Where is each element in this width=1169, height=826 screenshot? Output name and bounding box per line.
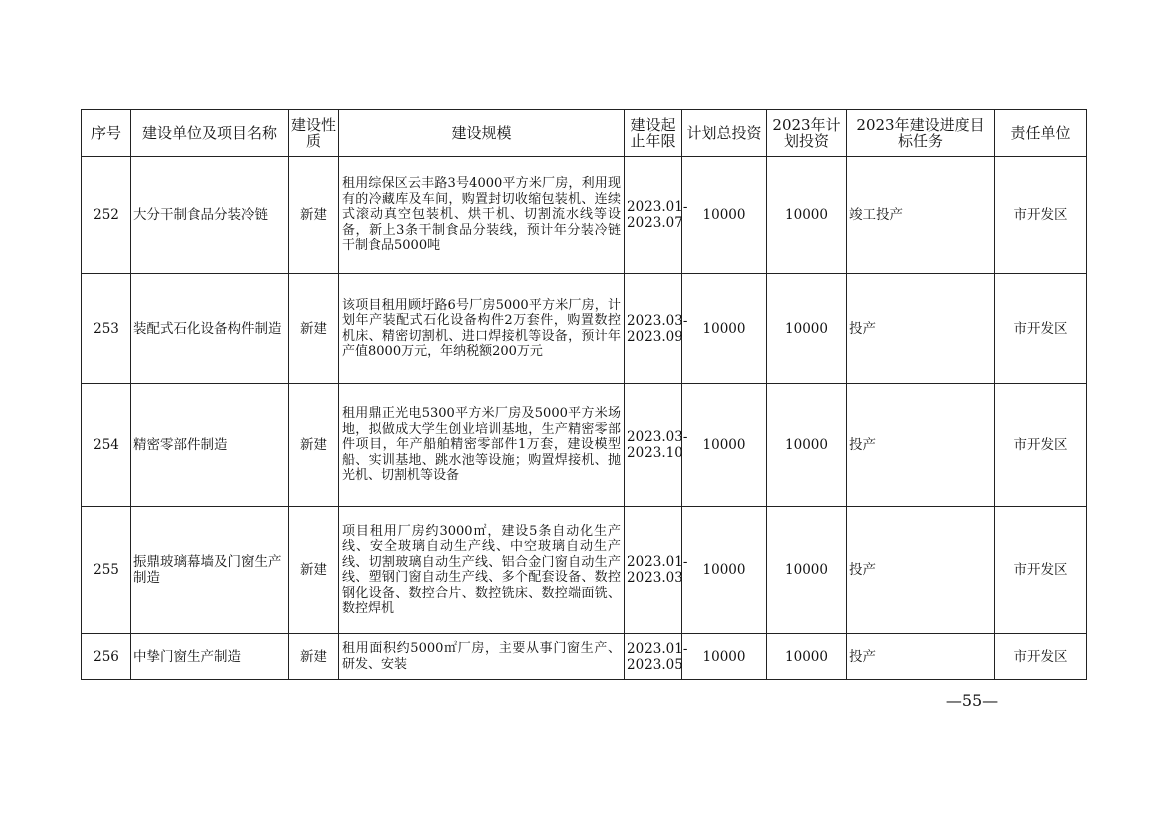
cell-nature: 新建 xyxy=(289,274,339,384)
header-period: 建设起止年限 xyxy=(625,110,682,157)
cell-name: 中挚门窗生产制造 xyxy=(131,634,289,680)
table-row xyxy=(82,507,1087,634)
cell-seq: 254 xyxy=(82,384,131,507)
cell-plan: 10000 xyxy=(767,157,847,274)
cell-unit: 市开发区 xyxy=(995,507,1087,634)
cell-period: 2023.03-2023.09 xyxy=(625,274,682,384)
cell-seq: 252 xyxy=(82,157,131,274)
table-row xyxy=(82,157,1087,274)
cell-scale: 租用面积约5000㎡厂房，主要从事门窗生产、研发、安装 xyxy=(339,634,625,680)
table-header-row xyxy=(82,110,1087,157)
cell-name: 精密零部件制造 xyxy=(131,384,289,507)
cell-target: 投产 xyxy=(847,384,995,507)
cell-name: 大分干制食品分装冷链 xyxy=(131,157,289,274)
cell-unit: 市开发区 xyxy=(995,384,1087,507)
header-unit-name: 建设单位及项目名称 xyxy=(131,110,289,157)
cell-period: 2023.01-2023.03 xyxy=(625,507,682,634)
cell-scale: 租用综保区云丰路3号4000平方米厂房，利用现有的冷藏库及车间，购置封切收缩包装机、连续式滚动真空包装机、烘干机、切割流水线等设备，新上3条干制食品分装线，预计年分装冷链干制食品5000吨 xyxy=(339,157,625,274)
cell-plan: 10000 xyxy=(767,634,847,680)
cell-seq: 256 xyxy=(82,634,131,680)
cell-unit: 市开发区 xyxy=(995,634,1087,680)
cell-nature: 新建 xyxy=(289,157,339,274)
cell-total: 10000 xyxy=(682,274,767,384)
cell-total: 10000 xyxy=(682,634,767,680)
header-plan-2023: 2023年计划投资 xyxy=(767,110,847,157)
cell-nature: 新建 xyxy=(289,507,339,634)
cell-nature: 新建 xyxy=(289,384,339,507)
cell-scale: 该项目租用顾圩路6号厂房5000平方米厂房，计划年产装配式石化设备构件2万套件，购置数控机床、精密切割机、进口焊接机等设备，预计年产值8000万元，年纳税额200万元 xyxy=(339,274,625,384)
header-scale: 建设规模 xyxy=(339,110,625,157)
cell-target: 投产 xyxy=(847,507,995,634)
cell-period: 2023.01-2023.05 xyxy=(625,634,682,680)
cell-unit: 市开发区 xyxy=(995,157,1087,274)
cell-seq: 255 xyxy=(82,507,131,634)
header-total-invest: 计划总投资 xyxy=(682,110,767,157)
project-table-sheet xyxy=(81,109,1086,680)
cell-name: 振鼎玻璃幕墙及门窗生产制造 xyxy=(131,507,289,634)
cell-nature: 新建 xyxy=(289,634,339,680)
page-number: —55— xyxy=(945,691,999,710)
cell-total: 10000 xyxy=(682,507,767,634)
table-row xyxy=(82,274,1087,384)
cell-period: 2023.01-2023.07 xyxy=(625,157,682,274)
cell-plan: 10000 xyxy=(767,274,847,384)
table-row xyxy=(82,634,1087,680)
cell-name: 装配式石化设备构件制造 xyxy=(131,274,289,384)
cell-scale: 项目租用厂房约3000㎡，建设5条自动化生产线、安全玻璃自动生产线、中空玻璃自动生产线、切割玻璃自动生产线、铝合金门窗自动生产线、塑钢门窗自动生产线、多个配套设备、数控钢化设备、数控合片、数控铣床、数控端面铣、数控焊机 xyxy=(339,507,625,634)
cell-period: 2023.03-2023.10 xyxy=(625,384,682,507)
header-responsible: 责任单位 xyxy=(995,110,1087,157)
cell-total: 10000 xyxy=(682,384,767,507)
cell-target: 竣工投产 xyxy=(847,157,995,274)
cell-target: 投产 xyxy=(847,634,995,680)
cell-target: 投产 xyxy=(847,274,995,384)
cell-plan: 10000 xyxy=(767,384,847,507)
header-nature: 建设性质 xyxy=(289,110,339,157)
cell-total: 10000 xyxy=(682,157,767,274)
header-seq: 序号 xyxy=(82,110,131,157)
table-row xyxy=(82,384,1087,507)
cell-seq: 253 xyxy=(82,274,131,384)
cell-scale: 租用鼎正光电5300平方米厂房及5000平方米场地，拟做成大学生创业培训基地，生产精密零部件项目，年产船舶精密零部件1万套，建设模型船、实训基地、跳水池等设施；购置焊接机、抛光机、切割机等设备 xyxy=(339,384,625,507)
cell-plan: 10000 xyxy=(767,507,847,634)
header-target-2023: 2023年建设进度目标任务 xyxy=(847,110,995,157)
project-table xyxy=(81,109,1087,680)
cell-unit: 市开发区 xyxy=(995,274,1087,384)
